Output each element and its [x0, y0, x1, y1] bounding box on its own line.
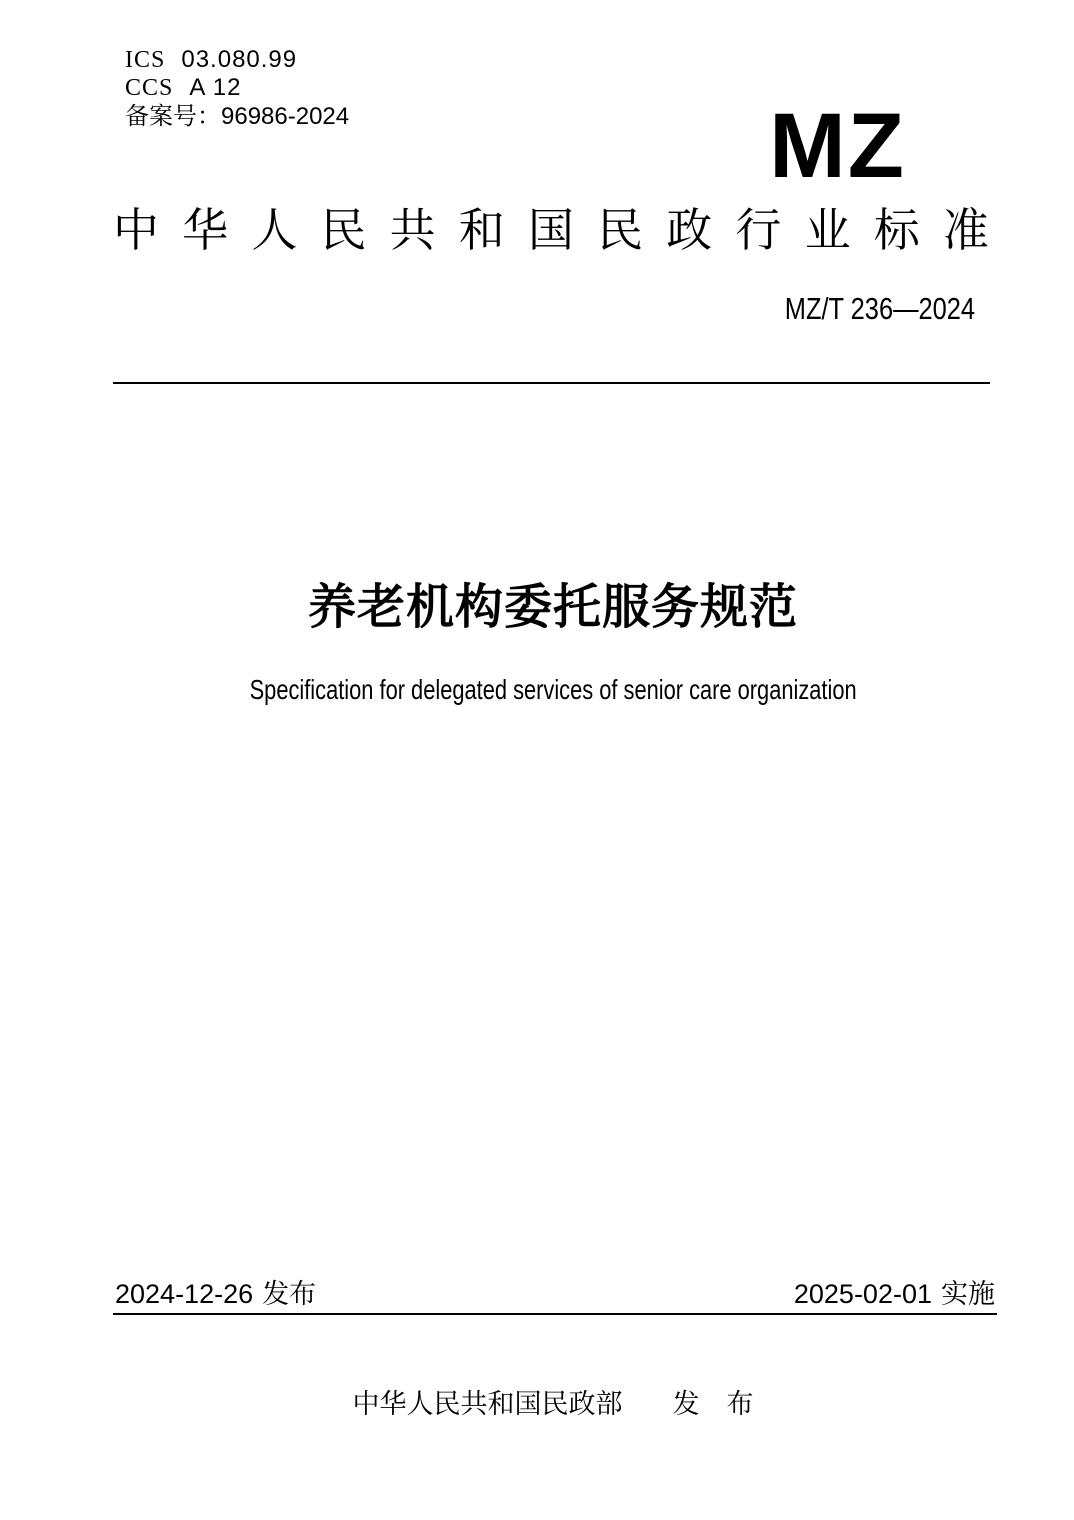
- dates-row: [115, 1278, 995, 1310]
- footer-divider-rule: [113, 1313, 997, 1315]
- category-title-char: 人: [251, 204, 298, 256]
- publisher-name: 中华人民共和国民政部: [352, 1389, 623, 1419]
- category-title-char: 华: [182, 204, 229, 256]
- category-title-char: 国: [527, 204, 574, 256]
- ccs-value: A 12: [189, 74, 242, 101]
- category-title-char: 准: [942, 204, 989, 256]
- issue-date-label: 发布: [262, 1279, 317, 1309]
- category-title-char: 共: [389, 204, 436, 256]
- ccs-row: [125, 74, 349, 102]
- filing-label: 备案号：: [125, 103, 221, 130]
- standard-number: [743, 292, 975, 326]
- issue-date: 2024-12-26: [115, 1279, 254, 1309]
- header-divider-rule: [113, 382, 990, 384]
- category-title-char: 政: [666, 204, 713, 256]
- ccs-label: CCS: [125, 75, 174, 101]
- implementation-date-item: [794, 1278, 995, 1310]
- document-title-chinese: 养老机构委托服务规范: [307, 581, 798, 634]
- mz-logo: MZ: [769, 95, 906, 197]
- classification-block: [125, 46, 349, 131]
- filing-value: 96986-2024: [221, 103, 350, 130]
- category-title-char: 标: [873, 204, 920, 256]
- ics-row: [125, 46, 349, 74]
- category-title-char: 和: [458, 204, 505, 256]
- category-title-char: 中: [113, 204, 159, 256]
- document-title-english: [97, 672, 1009, 708]
- implementation-date-label: 实施: [941, 1279, 995, 1309]
- category-title-char: 民: [320, 204, 367, 256]
- publisher-action: 发 布: [672, 1389, 754, 1419]
- category-title-char: 民: [597, 204, 644, 256]
- category-title-char: 业: [804, 204, 851, 256]
- standard-number-text: MZ/T 236—2024: [784, 291, 975, 326]
- ics-value: 03.080.99: [181, 46, 298, 73]
- standard-category-title: [113, 203, 989, 258]
- filing-number-row: [125, 103, 349, 131]
- implementation-date: 2025-02-01: [793, 1279, 932, 1309]
- issue-date-item: [115, 1278, 316, 1310]
- document-title-english-text: Specification for delegated services of senior care organization: [249, 674, 857, 705]
- category-title-char: 行: [735, 204, 782, 256]
- publisher-row: [97, 1387, 1009, 1422]
- ics-label: ICS: [125, 47, 166, 73]
